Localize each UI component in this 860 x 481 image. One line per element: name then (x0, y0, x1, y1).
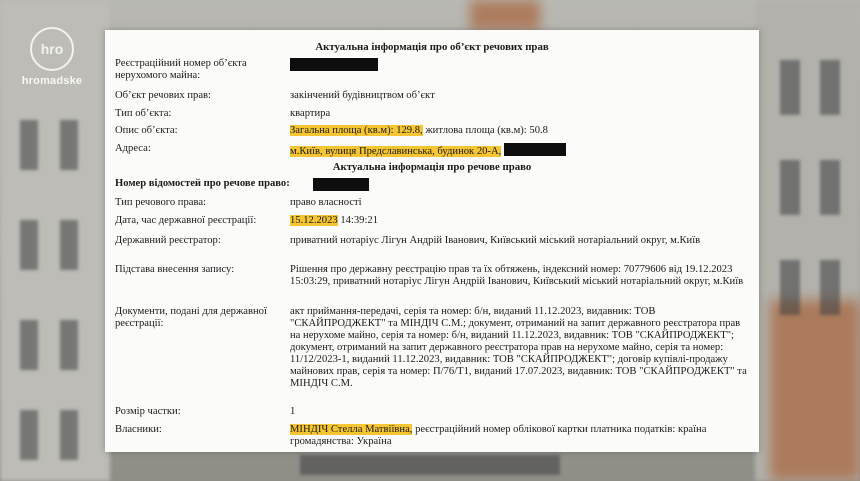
row-label: Підстава внесення запису: (115, 264, 235, 275)
row-value (290, 143, 750, 158)
logo-name: hromadske (21, 75, 83, 87)
row-label: Опис об’єкта: (115, 125, 178, 136)
owner-details: реєстраційний номер облікової картки платника податків: країна громадянства: Україна (290, 424, 707, 447)
row-label: Власники: (115, 424, 162, 435)
row-value (290, 424, 750, 448)
registry-document (105, 30, 759, 452)
row-value (313, 178, 759, 193)
record-label: Номер відомостей про речове право: (115, 178, 290, 189)
living-area: житлова площа (кв.м): 50.8 (422, 125, 548, 136)
row-label: Реєстраційний номер об’єкта нерухомого майна: (115, 58, 247, 81)
hromadske-logo (10, 27, 94, 87)
row-label: Тип об’єкта: (115, 108, 172, 119)
section2-title: Актуальна інформація про речове право (332, 161, 532, 173)
row-value: 1 (290, 406, 296, 417)
row-value (290, 125, 750, 137)
redaction-bar (290, 58, 378, 71)
row-label: Об’єкт речових прав: (115, 90, 211, 101)
row-label: Адреса: (115, 143, 151, 154)
row-value: квартира (290, 108, 331, 119)
row-label: Розмір частки: (115, 406, 181, 417)
row-value (290, 215, 750, 227)
row-value: право власності (290, 197, 362, 208)
row-value: приватний нотаріус Лігун Андрій Іванович, Київський міський нотаріальний округ, м.Київ (290, 235, 701, 246)
redaction-bar (504, 143, 566, 156)
row-label: Державний реєстратор: (115, 235, 221, 246)
row-value: закінчений будівництвом об’єкт (290, 90, 435, 101)
row-label: Дата, час державної реєстрації: (115, 215, 257, 226)
registration-time: 14:39:21 (337, 215, 378, 226)
row-value (290, 58, 750, 73)
logo-mark: hro (30, 27, 74, 71)
redaction-bar (313, 178, 369, 191)
row-value: акт приймання-передачі, серія та номер: б/н, виданий 11.12.2023, видавник: ТОВ "СКАЙПРОДЖЕКТ" та МІНДІЧ С.М.; документ, отриманий на запит державного реєстратора прав на нерухоме майно, серія та номер: б/н, виданий 11.12.2023, видавник: ТОВ "СКАЙПРОДЖЕКТ"; документ, отриманий на запит державного реєстратора прав на нерухоме майно, серія та номер: 11/12/2023-1, виданий 11.12.2023, видавник: ТОВ "СКАЙПРОДЖЕКТ"; договір купівлі-продажу майнових прав, серія та номер: П/76/Т1, виданий 17.07.2023, видавник: ТОВ "СКАЙПРОДЖЕКТ" та МІНДІЧ С.М. (290, 306, 747, 389)
row-label: Тип речового права: (115, 197, 206, 208)
highlighted-address: м.Київ, вулиця Предславинська, будинок 20-А, (290, 146, 502, 157)
highlighted-owner: МІНДІЧ Стелла Матвіївна, (290, 424, 413, 435)
row-value: Рішення про державну реєстрацію прав та їх обтяжень, індексний номер: 70779606 від 19.12.2023 15:03:29, приватний нотаріус Лігун Андрій Іванович, Київський міський нотаріальний округ, м.Київ (290, 264, 744, 287)
highlighted-area: Загальна площа (кв.м): 129.8, (290, 125, 423, 136)
row-label: Документи, подані для державної реєстрації: (115, 306, 267, 329)
highlighted-date: 15.12.2023 (290, 215, 338, 226)
section1-title: Актуальна інформація про об’єкт речових прав (315, 41, 549, 53)
